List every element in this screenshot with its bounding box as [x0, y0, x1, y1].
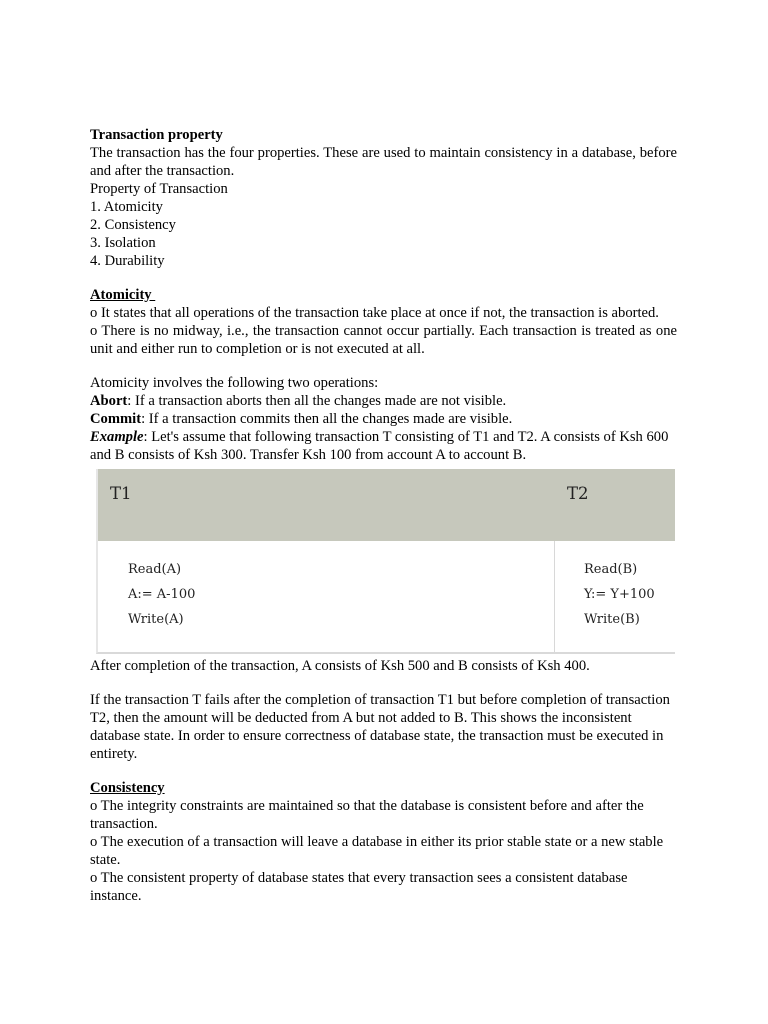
example-text: : Let's assume that following transaction T consisting of T1 and T2. A consists of Ksh 600 and B consists of Ksh 300. Transfer Ksh 100 from account A to account B.: [90, 429, 669, 463]
t2-op: Read(B): [584, 562, 638, 577]
abort-label: Abort: [90, 393, 128, 409]
t2-op: Write(B): [584, 612, 640, 627]
example-line: [90, 428, 677, 464]
column-divider: [554, 541, 555, 652]
example-label: Example: [90, 429, 144, 445]
t1-operations: [128, 557, 195, 632]
property-item: 4. Durability: [90, 253, 165, 269]
consistency-bullet: o The execution of a transaction will leave a database in either its prior stable state or a new stable state.: [90, 834, 664, 868]
document-body: [90, 126, 677, 905]
transaction-table: [96, 469, 675, 654]
section-title: Transaction property: [90, 127, 223, 143]
after-completion-paragraph: After completion of the transaction, A consists of Ksh 500 and B consists of Ksh 400.: [90, 658, 590, 674]
operations-intro: Atomicity involves the following two operations:: [90, 375, 379, 391]
abort-text: : If a transaction aborts then all the changes made are not visible.: [127, 393, 507, 409]
property-item: 2. Consistency: [90, 217, 176, 233]
spacer: [90, 763, 677, 779]
property-item: 1. Atomicity: [90, 199, 163, 215]
properties-label: Property of Transaction: [90, 181, 228, 197]
consistency-bullet: o The integrity constraints are maintained so that the database is consistent before and after the transaction.: [90, 798, 644, 832]
abort-line: [90, 392, 677, 410]
intro-paragraph: The transaction has the four properties. These are used to maintain consistency in a database, before and after the transaction.: [90, 145, 677, 179]
atomicity-bullet: o It states that all operations of the transaction take place at once if not, the transaction is aborted.: [90, 305, 659, 321]
t1-op: Write(A): [128, 612, 184, 627]
consistency-bullet: o The consistent property of database states that every transaction sees a consistent database instance.: [90, 870, 628, 904]
spacer: [90, 358, 677, 374]
consistency-heading: Consistency: [90, 780, 165, 796]
commit-line: [90, 410, 677, 428]
t1-op: Read(A): [128, 562, 182, 577]
t1-header: T1: [110, 484, 132, 503]
spacer: [90, 675, 677, 691]
atomicity-heading: Atomicity: [90, 287, 156, 303]
t2-op: Y:= Y+100: [584, 587, 655, 602]
table-header-row: [98, 469, 675, 541]
commit-text: : If a transaction commits then all the changes made are visible.: [141, 411, 513, 427]
t2-operations: [584, 557, 655, 632]
commit-label: Commit: [90, 411, 142, 427]
t1-op: A:= A-100: [128, 587, 196, 602]
property-item: 3. Isolation: [90, 235, 156, 251]
atomicity-bullet: o There is no midway, i.e., the transaction cannot occur partially. Each transaction is treated as one unit and either run to completion or is not executed at all.: [90, 323, 677, 357]
t2-header: T2: [567, 484, 589, 503]
spacer: [90, 270, 677, 286]
failure-paragraph: If the transaction T fails after the completion of transaction T1 but before completion of transaction T2, then the amount will be deducted from A but not added to B. This shows the inconsistent database state. In order to ensure correctness of database state, the transaction must be executed in entirety.: [90, 692, 670, 762]
